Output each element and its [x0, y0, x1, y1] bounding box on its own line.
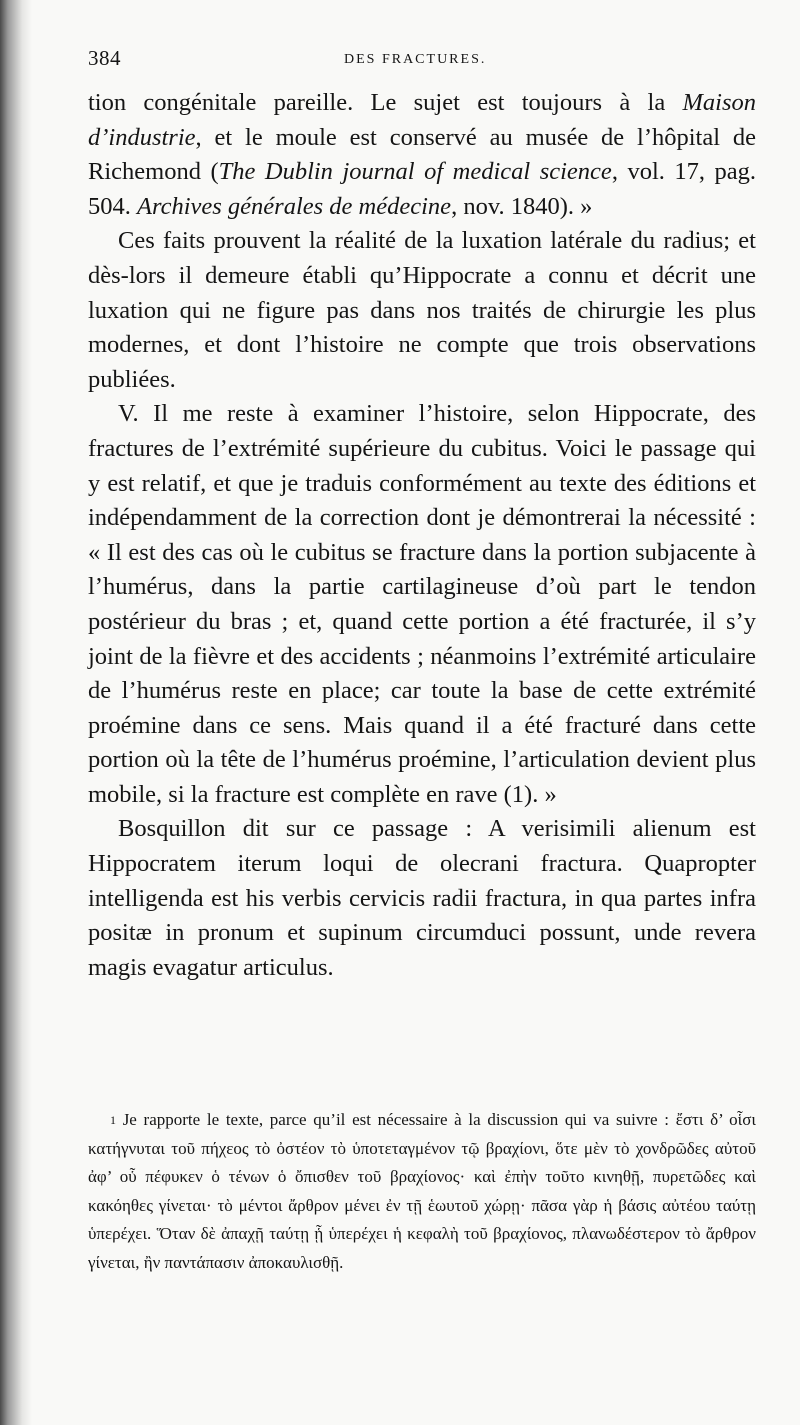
- text-run: , vol. 17, pag. 504.: [88, 158, 757, 220]
- footnote: [88, 1106, 756, 1277]
- paragraph-luxation: [88, 224, 756, 397]
- text-run: , et le moule est conservé au musée de l’hôpital de Richemond (: [88, 123, 756, 186]
- paragraph-section-v: [88, 397, 756, 812]
- footnote-text: Je rapporte le texte, parce qu’il est nécessaire à la discussion qui va suivre : ἔστι δ’ οἷσι κατήγνυται τοῦ πήχεος τὸ ὀστέον τὸ ὑποτεταγμένον τῷ βραχίονι, ὅτε μὲν τὸ χονδρῶδες αὐτοῦ ἀφ’ οὗ πέφυκεν ὁ τένων ὁ ὄπισθεν τοῦ βραχίονος· καὶ ἐπὴν τοῦτο κινηθῇ, πυρετῶδες καὶ κακόηθες γίνεται· τὸ μέντοι ἄρθρον μένει ἐν τῇ ἑωυτοῦ χώρῃ· πᾶσα γὰρ ἡ βάσις αὐτέου ταύτῃ ὑπερέχει. Ὅταν δὲ ἀπαχῇ ταύτῃ ᾗ ὑπερέχει ἡ κεφαλὴ τοῦ βραχίονος, πλανωδέστερον τὸ ἄρθρον γίνεται, ἢν παντάπασιν ἀποκαυλισθῇ.: [88, 1110, 756, 1272]
- footnotes: [88, 1106, 756, 1277]
- page-number: 384: [88, 46, 121, 70]
- italic-text-run: The Dublin journal of medical science: [218, 158, 612, 186]
- text-run: V. Il me reste à examiner l’histoire, selon Hippocrate, des fractures de l’extrémité supérieure du cubitus. Voici le passage qui y est relatif, et que je traduis conformément au texte des éditions et indépendamment de la correction dont je démontrerai la nécessité : « Il est des cas où le cubitus se fracture dans la portion subjacente à l’humérus, dans la partie cartilagineuse d’où part le tendon postérieur du bras ; et, quand cette portion a été fracturée, il s’y joint de la fièvre et des accidents ; néanmoins l’extrémité articulaire de l’humérus reste en place; car toute la base de cette extrémité proémine dans ce sens. Mais quand il a été fracturé dans cette portion où la tête de l’humérus proémine, l’articulation devient plus mobile, si la fracture est complète en rave (1). »: [88, 400, 756, 808]
- page-gutter-shadow: [0, 0, 32, 1425]
- italic-text-run: Archives générales de médecine: [137, 192, 452, 220]
- running-header: [88, 46, 758, 76]
- italic-text-run: Maison d’industrie: [88, 89, 756, 151]
- text-run: Ces faits prouvent la réalité de la luxation latérale du radius; et dès-lors il demeure établi qu’Hippocrate a connu et décrit une luxation qui ne figure pas dans nos traités de chirurgie les plus modernes, et dont l’histoire ne compte que trois observations publiées.: [88, 227, 756, 393]
- paragraph-continuation: [88, 86, 756, 224]
- text-run: Bosquillon dit sur ce passage : A verisimili alienum est Hippocratem iterum loqui de olecrani fractura. Quapropter intelligenda est his verbis cervicis radii fractura, in qua partes infra positæ in pronum et supinum circumduci possunt, unde revera magis evagatur articulus.: [88, 815, 756, 981]
- text-run: , nov. 1840). »: [451, 192, 593, 220]
- paragraph-bosquillon: [88, 812, 756, 985]
- text-run: tion congénitale pareille. Le sujet est toujours à la: [88, 89, 683, 116]
- running-title: DES FRACTURES.: [344, 52, 487, 67]
- footnote-marker: 1: [110, 1113, 116, 1127]
- body-text: [88, 86, 756, 985]
